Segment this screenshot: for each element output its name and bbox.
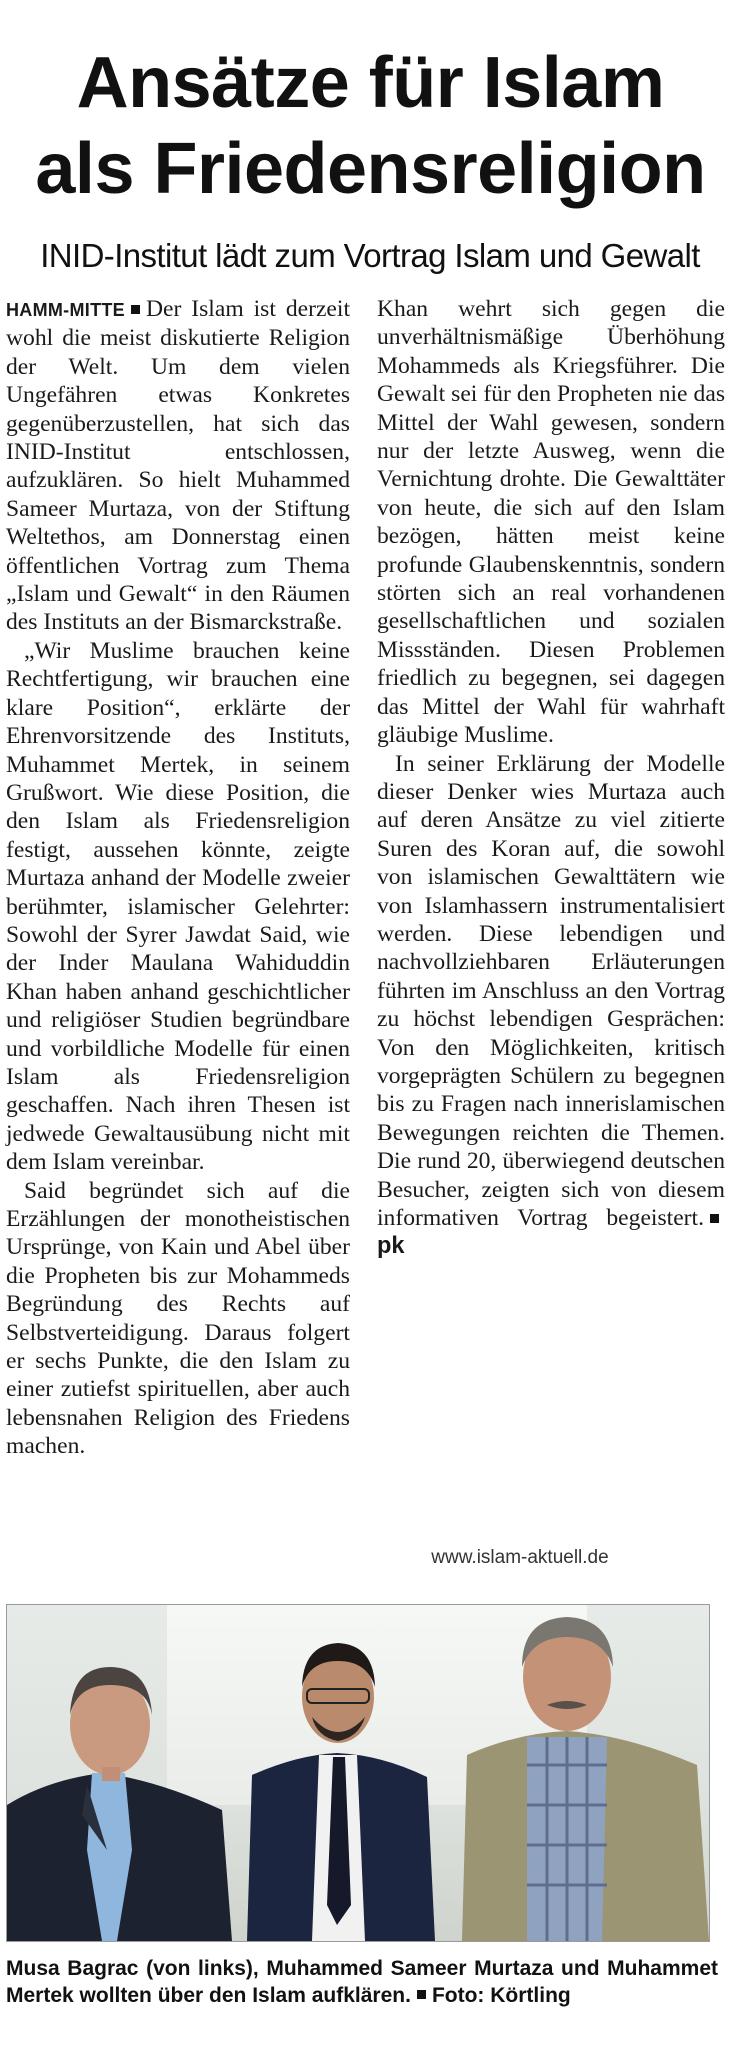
article-photo <box>6 1604 710 1942</box>
photo-people-illustration <box>7 1605 709 1941</box>
photo-caption <box>6 1955 718 2009</box>
source-url: www.islam-aktuell.de <box>431 1547 609 1568</box>
article-column-right <box>377 295 725 1261</box>
photo-credit: Foto: Körtling <box>431 1984 571 2007</box>
headline-line-2: als Friedensreligion <box>35 129 706 209</box>
bullet-square-icon <box>131 305 140 314</box>
author-initials: pk <box>377 1233 405 1260</box>
article-subheadline: INID-Institut lädt zum Vortrag Islam und Gewalt <box>40 237 700 274</box>
paragraph <box>6 295 350 637</box>
bullet-square-icon <box>417 1990 426 1999</box>
person-left <box>7 1667 232 1941</box>
paragraph: Said begründet sich auf die Erzählungen der monotheistischen Ursprünge, von Kain und Abel über die Propheten bis zur Mohammeds Begründung des Rechts auf Selbstverteidigung. Daraus folgert er sechs Punkte, die den Islam zu einer zutiefst spirituellen, aber auch lebensnahen Religion des Friedens machen. <box>6 1177 350 1460</box>
headline-line-1: Ansätze für Islam <box>76 43 665 123</box>
person-middle <box>247 1643 435 1941</box>
person-right <box>462 1617 709 1941</box>
paragraph: Khan wehrt sich gegen die unverhältnismäßige Überhöhung Mohammeds als Kriegsführer. Die Gewalt sei für den Propheten nie das Mittel der Wahl gewesen, sondern nur der letzte Ausweg, wenn die Vernichtung drohte. Die Gewalttäter von heute, die sich auf den Islam bezögen, hätten meist keine profunde Glaubenskenntnis, sondern störten sich an real vorhandenen gesellschaftlichen und sozialen Missständen. Diesen Problemen friedlich zu begegnen, sei dagegen das Mittel der Wahl für wahrhaft gläubige Muslime. <box>377 296 725 749</box>
caption-text: Musa Bagrac (von links), Muhammed Sameer Murtaza und Muhammet Mertek wollten über den Islam aufklären. <box>6 1957 718 2007</box>
paragraph-text: In seiner Erklärung der Modelle dieser Denker wies Murtaza auch auf deren Ansätze zu viel zitierte Suren des Koran auf, die sowohl von islamischen Gewalttätern wie von Islamhassern instrumentalisiert werden. Diese lebendigen und nachvollziehbaren Erläuterungen führten im Anschluss an den Vortrag zu höchst lebendigen Gesprächen: Von den Möglichkeiten, kritisch vorgeprägten Schülern zu begegnen bis zu Fragen nach innerislamischen Bewegungen reichten die Themen. Die rund 20, überwiegend deutschen Besucher, zeigten sich von diesem informativen Vortrag begeistert. <box>377 750 725 1231</box>
article-headline <box>0 40 741 212</box>
dateline: HAMM-MITTE <box>6 300 125 320</box>
paragraph <box>377 750 725 1261</box>
article-column-left <box>6 295 350 1461</box>
paragraph-text: Der Islam ist derzeit wohl die meist diskutierte Religion der Welt. Um dem vielen Ungefähren etwas Konkretes gegenüberzustellen, hat sich das INID-Institut entschlossen, aufzuklären. So hielt Muhammed Sameer Murtaza, von der Stiftung Weltethos, am Donnerstag einen öffentlichen Vortrag zum Thema „Islam und Gewalt“ in den Räumen des Instituts an der Bismarckstraße. <box>6 296 350 636</box>
paragraph: „Wir Muslime brauchen keine Rechtfertigung, wir brauchen eine klare Position“, erklärte der Ehrenvorsitzende des Instituts, Muhammet Mertek, in seinem Grußwort. Wie diese Position, die den Islam als Friedensreligion festigt, aussehen könnte, zeigte Murtaza anhand der Modelle zweier berühmter, islamischer Gelehrter: Sowohl der Syrer Jawdat Said, wie der Inder Maulana Wahiduddin Khan haben anhand geschichtlicher und religiöser Studien begründbare und vorbildliche Modelle für einen Islam als Friedensreligion geschaffen. Nach ihren Thesen ist jedwede Gewaltausübung nicht mit dem Islam vereinbar. <box>6 637 350 1176</box>
bullet-square-icon <box>710 1214 719 1223</box>
